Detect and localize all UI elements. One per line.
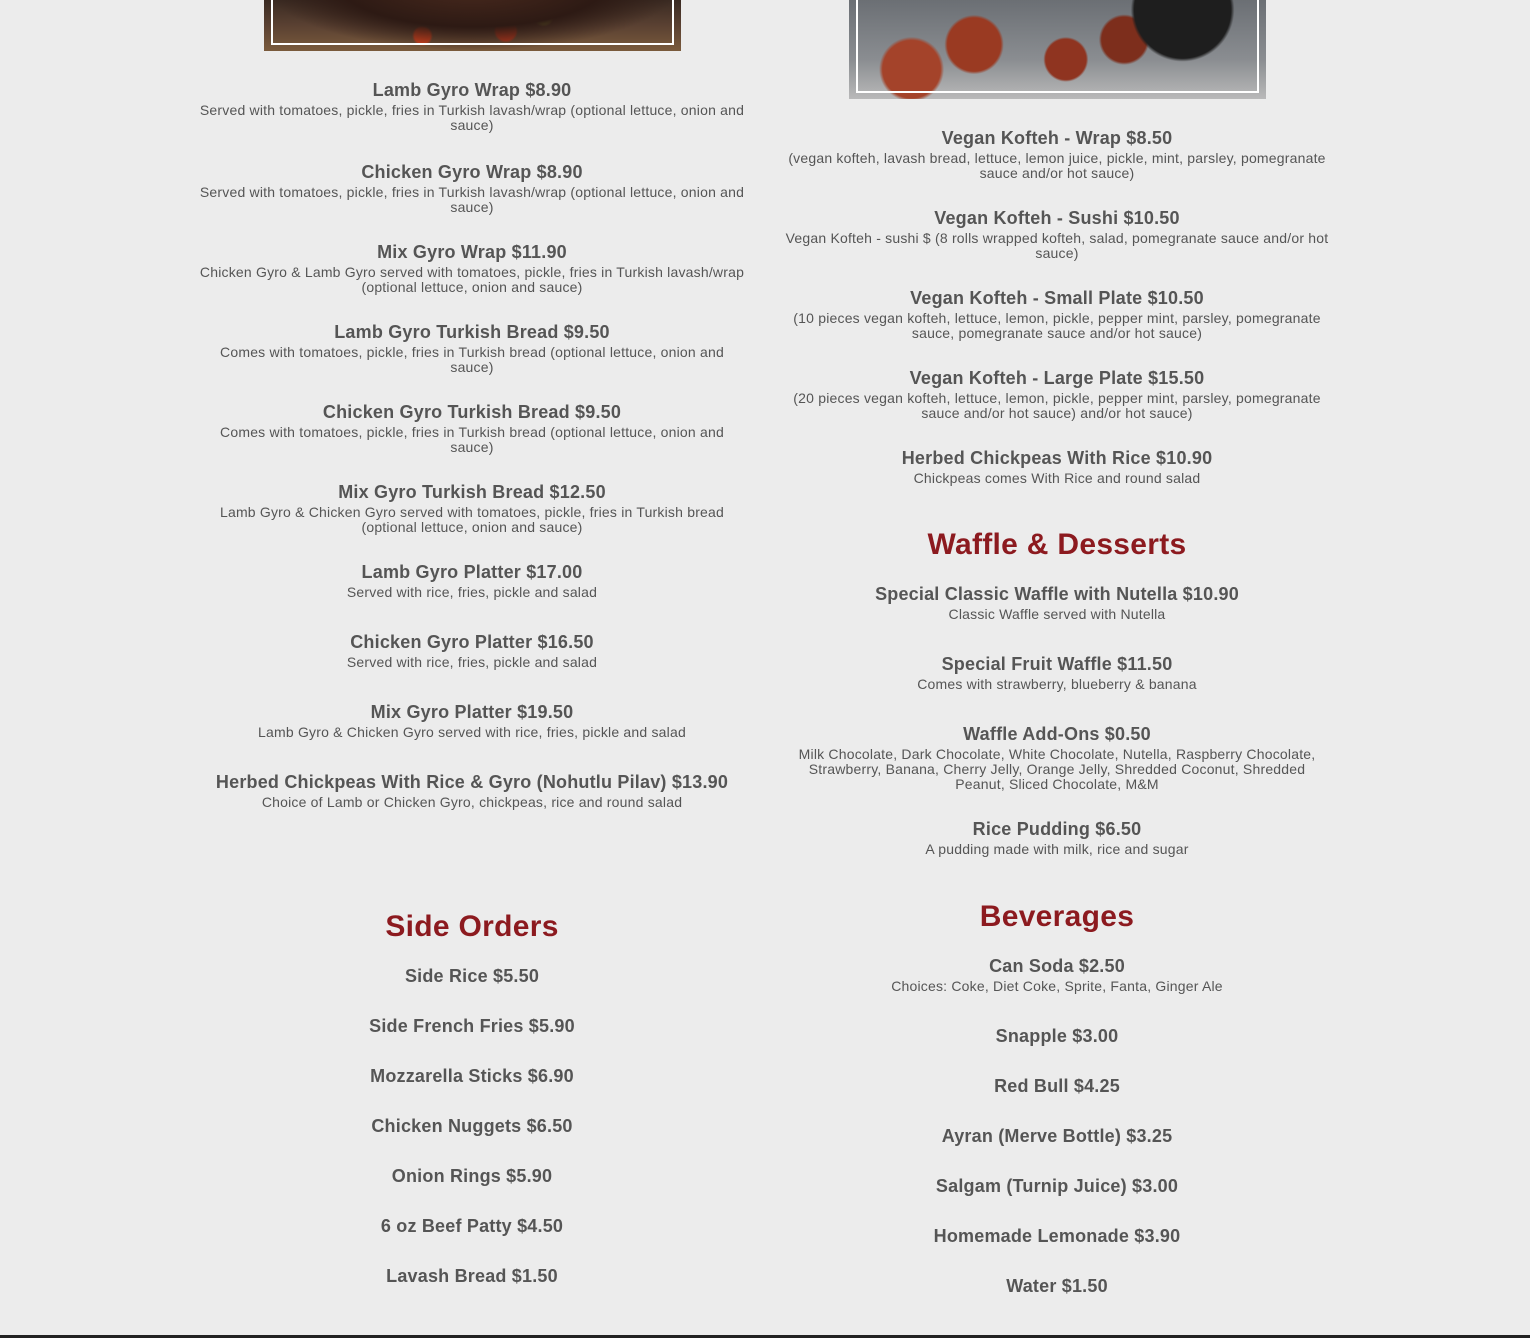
menu-item-name: Lamb Gyro Wrap $8.90: [372, 80, 572, 100]
menu-item-name: Herbed Chickpeas With Rice & Gyro (Nohutlu Pilav) $13.90: [215, 772, 729, 792]
menu-item-name: Vegan Kofteh - Large Plate $15.50: [909, 368, 1205, 388]
right-menu-column: [777, 0, 1337, 1297]
menu-item-desc: (10 pieces vegan kofteh, lettuce, lemon, pickle, pepper mint, parsley, pomegranate sauce, pomegranate sauce and/or hot sauce): [793, 310, 1321, 341]
side-item: Chicken Nuggets $6.50: [371, 1116, 573, 1136]
side-item: Onion Rings $5.90: [391, 1166, 553, 1186]
vegan-kofteh-photo: [849, 0, 1266, 99]
menu-item-desc: Chickpeas comes With Rice and round salad: [913, 470, 1201, 486]
menu-item-name: Can Soda $2.50: [989, 956, 1125, 976]
menu-item-name: Herbed Chickpeas With Rice $10.90: [901, 448, 1213, 468]
menu-item-name: Lamb Gyro Turkish Bread $9.50: [334, 322, 610, 342]
menu-item: [192, 481, 752, 535]
beverage-item: Ayran (Merve Bottle) $3.25: [941, 1126, 1173, 1146]
menu-item: [777, 818, 1337, 857]
menu-item-desc: Served with rice, fries, pickle and salad: [346, 584, 598, 600]
menu-item-desc: Lamb Gyro & Chicken Gyro served with rice, fries, pickle and salad: [258, 724, 686, 740]
menu-item-name: Mix Gyro Turkish Bread $12.50: [338, 482, 606, 502]
menu-item: [777, 447, 1337, 486]
menu-item-desc: Served with tomatoes, pickle, fries in Turkish lavash/wrap (optional lettuce, onion and sauce): [199, 184, 745, 215]
menu-item: [192, 79, 752, 133]
menu-item-desc: Choices: Coke, Diet Coke, Sprite, Fanta, Ginger Ale: [891, 978, 1223, 994]
side-item: Lavash Bread $1.50: [386, 1266, 558, 1286]
menu-item: [192, 321, 752, 375]
menu-item-desc: Vegan Kofteh - sushi $ (8 rolls wrapped kofteh, salad, pomegranate sauce and/or hot sauce): [785, 230, 1329, 261]
beverage-item: Water $1.50: [1006, 1276, 1108, 1296]
menu-item: [777, 287, 1337, 341]
desserts-title: Waffle & Desserts: [927, 528, 1187, 561]
side-item: 6 oz Beef Patty $4.50: [380, 1216, 564, 1236]
menu-item-desc: Milk Chocolate, Dark Chocolate, White Chocolate, Nutella, Raspberry Chocolate, Strawberry, Banana, Cherry Jelly, Orange Jelly, Shredded Coconut, Shredded Peanut, Sliced Chocolate, M&M: [798, 746, 1316, 792]
menu-item: [777, 127, 1337, 181]
menu-item-name: Chicken Gyro Turkish Bread $9.50: [322, 402, 622, 422]
menu-item-name: Rice Pudding $6.50: [972, 819, 1142, 839]
menu-item-name: Vegan Kofteh - Small Plate $10.50: [910, 288, 1204, 308]
menu-item-desc: Comes with tomatoes, pickle, fries in Turkish bread (optional lettuce, onion and sauce): [220, 424, 724, 455]
menu-item: [192, 701, 752, 740]
menu-item-desc: Choice of Lamb or Chicken Gyro, chickpeas, rice and round salad: [261, 794, 683, 810]
menu-item-desc: Classic Waffle served with Nutella: [948, 606, 1166, 622]
side-item: Side Rice $5.50: [404, 966, 540, 986]
menu-item-name: Mix Gyro Platter $19.50: [370, 702, 574, 722]
menu-item-desc: Comes with tomatoes, pickle, fries in Turkish bread (optional lettuce, onion and sauce): [220, 344, 724, 375]
menu-item: [777, 207, 1337, 261]
menu-item-name: Mix Gyro Wrap $11.90: [377, 242, 567, 262]
menu-item-name: Special Classic Waffle with Nutella $10.90: [875, 584, 1239, 604]
menu-item-name: Special Fruit Waffle $11.50: [941, 654, 1173, 674]
menu-item: [777, 723, 1337, 792]
menu-item: [192, 161, 752, 215]
beverage-item: Snapple $3.00: [995, 1026, 1119, 1046]
gyro-wrap-photo: [264, 0, 681, 51]
menu-item-desc: Lamb Gyro & Chicken Gyro served with tomatoes, pickle, fries in Turkish bread (optional lettuce, onion and sauce): [219, 504, 725, 535]
menu-item-desc: A pudding made with milk, rice and sugar: [925, 841, 1189, 857]
menu-item-desc: (20 pieces vegan kofteh, lettuce, lemon, pickle, pepper mint, parsley, pomegranate sauce and/or hot sauce) and/or hot sauce): [793, 390, 1321, 421]
beverage-item: Homemade Lemonade $3.90: [933, 1226, 1181, 1246]
menu-item-desc: Served with rice, fries, pickle and salad: [346, 654, 598, 670]
menu-item: [777, 955, 1337, 994]
menu-item: [777, 367, 1337, 421]
left-menu-column: [192, 0, 752, 1287]
menu-item: [192, 771, 752, 810]
menu-item: [192, 631, 752, 670]
menu-item-desc: (vegan kofteh, lavash bread, lettuce, lemon juice, pickle, mint, parsley, pomegranate sauce and/or hot sauce): [788, 150, 1326, 181]
menu-item-name: Vegan Kofteh - Sushi $10.50: [934, 208, 1180, 228]
menu-item: [192, 561, 752, 600]
menu-item: [777, 653, 1337, 692]
beverage-item: Red Bull $4.25: [994, 1076, 1120, 1096]
menu-item: [192, 241, 752, 295]
side-item: Mozzarella Sticks $6.90: [370, 1066, 574, 1086]
menu-item-name: Vegan Kofteh - Wrap $8.50: [941, 128, 1173, 148]
menu-item-desc: Comes with strawberry, blueberry & banana: [917, 676, 1197, 692]
side-item: Side French Fries $5.90: [369, 1016, 575, 1036]
menu-item-name: Chicken Gyro Wrap $8.90: [361, 162, 583, 182]
beverages-title: Beverages: [979, 900, 1135, 933]
menu-item-name: Lamb Gyro Platter $17.00: [361, 562, 583, 582]
menu-item-name: Waffle Add-Ons $0.50: [963, 724, 1151, 744]
menu-item-desc: Served with tomatoes, pickle, fries in Turkish lavash/wrap (optional lettuce, onion and sauce): [199, 102, 745, 133]
menu-item: [192, 401, 752, 455]
beverage-item: Salgam (Turnip Juice) $3.00: [935, 1176, 1179, 1196]
side-orders-title: Side Orders: [385, 910, 559, 943]
menu-item: [777, 583, 1337, 622]
menu-item-name: Chicken Gyro Platter $16.50: [350, 632, 594, 652]
menu-item-desc: Chicken Gyro & Lamb Gyro served with tomatoes, pickle, fries in Turkish lavash/wrap (optional lettuce, onion and sauce): [199, 264, 745, 295]
